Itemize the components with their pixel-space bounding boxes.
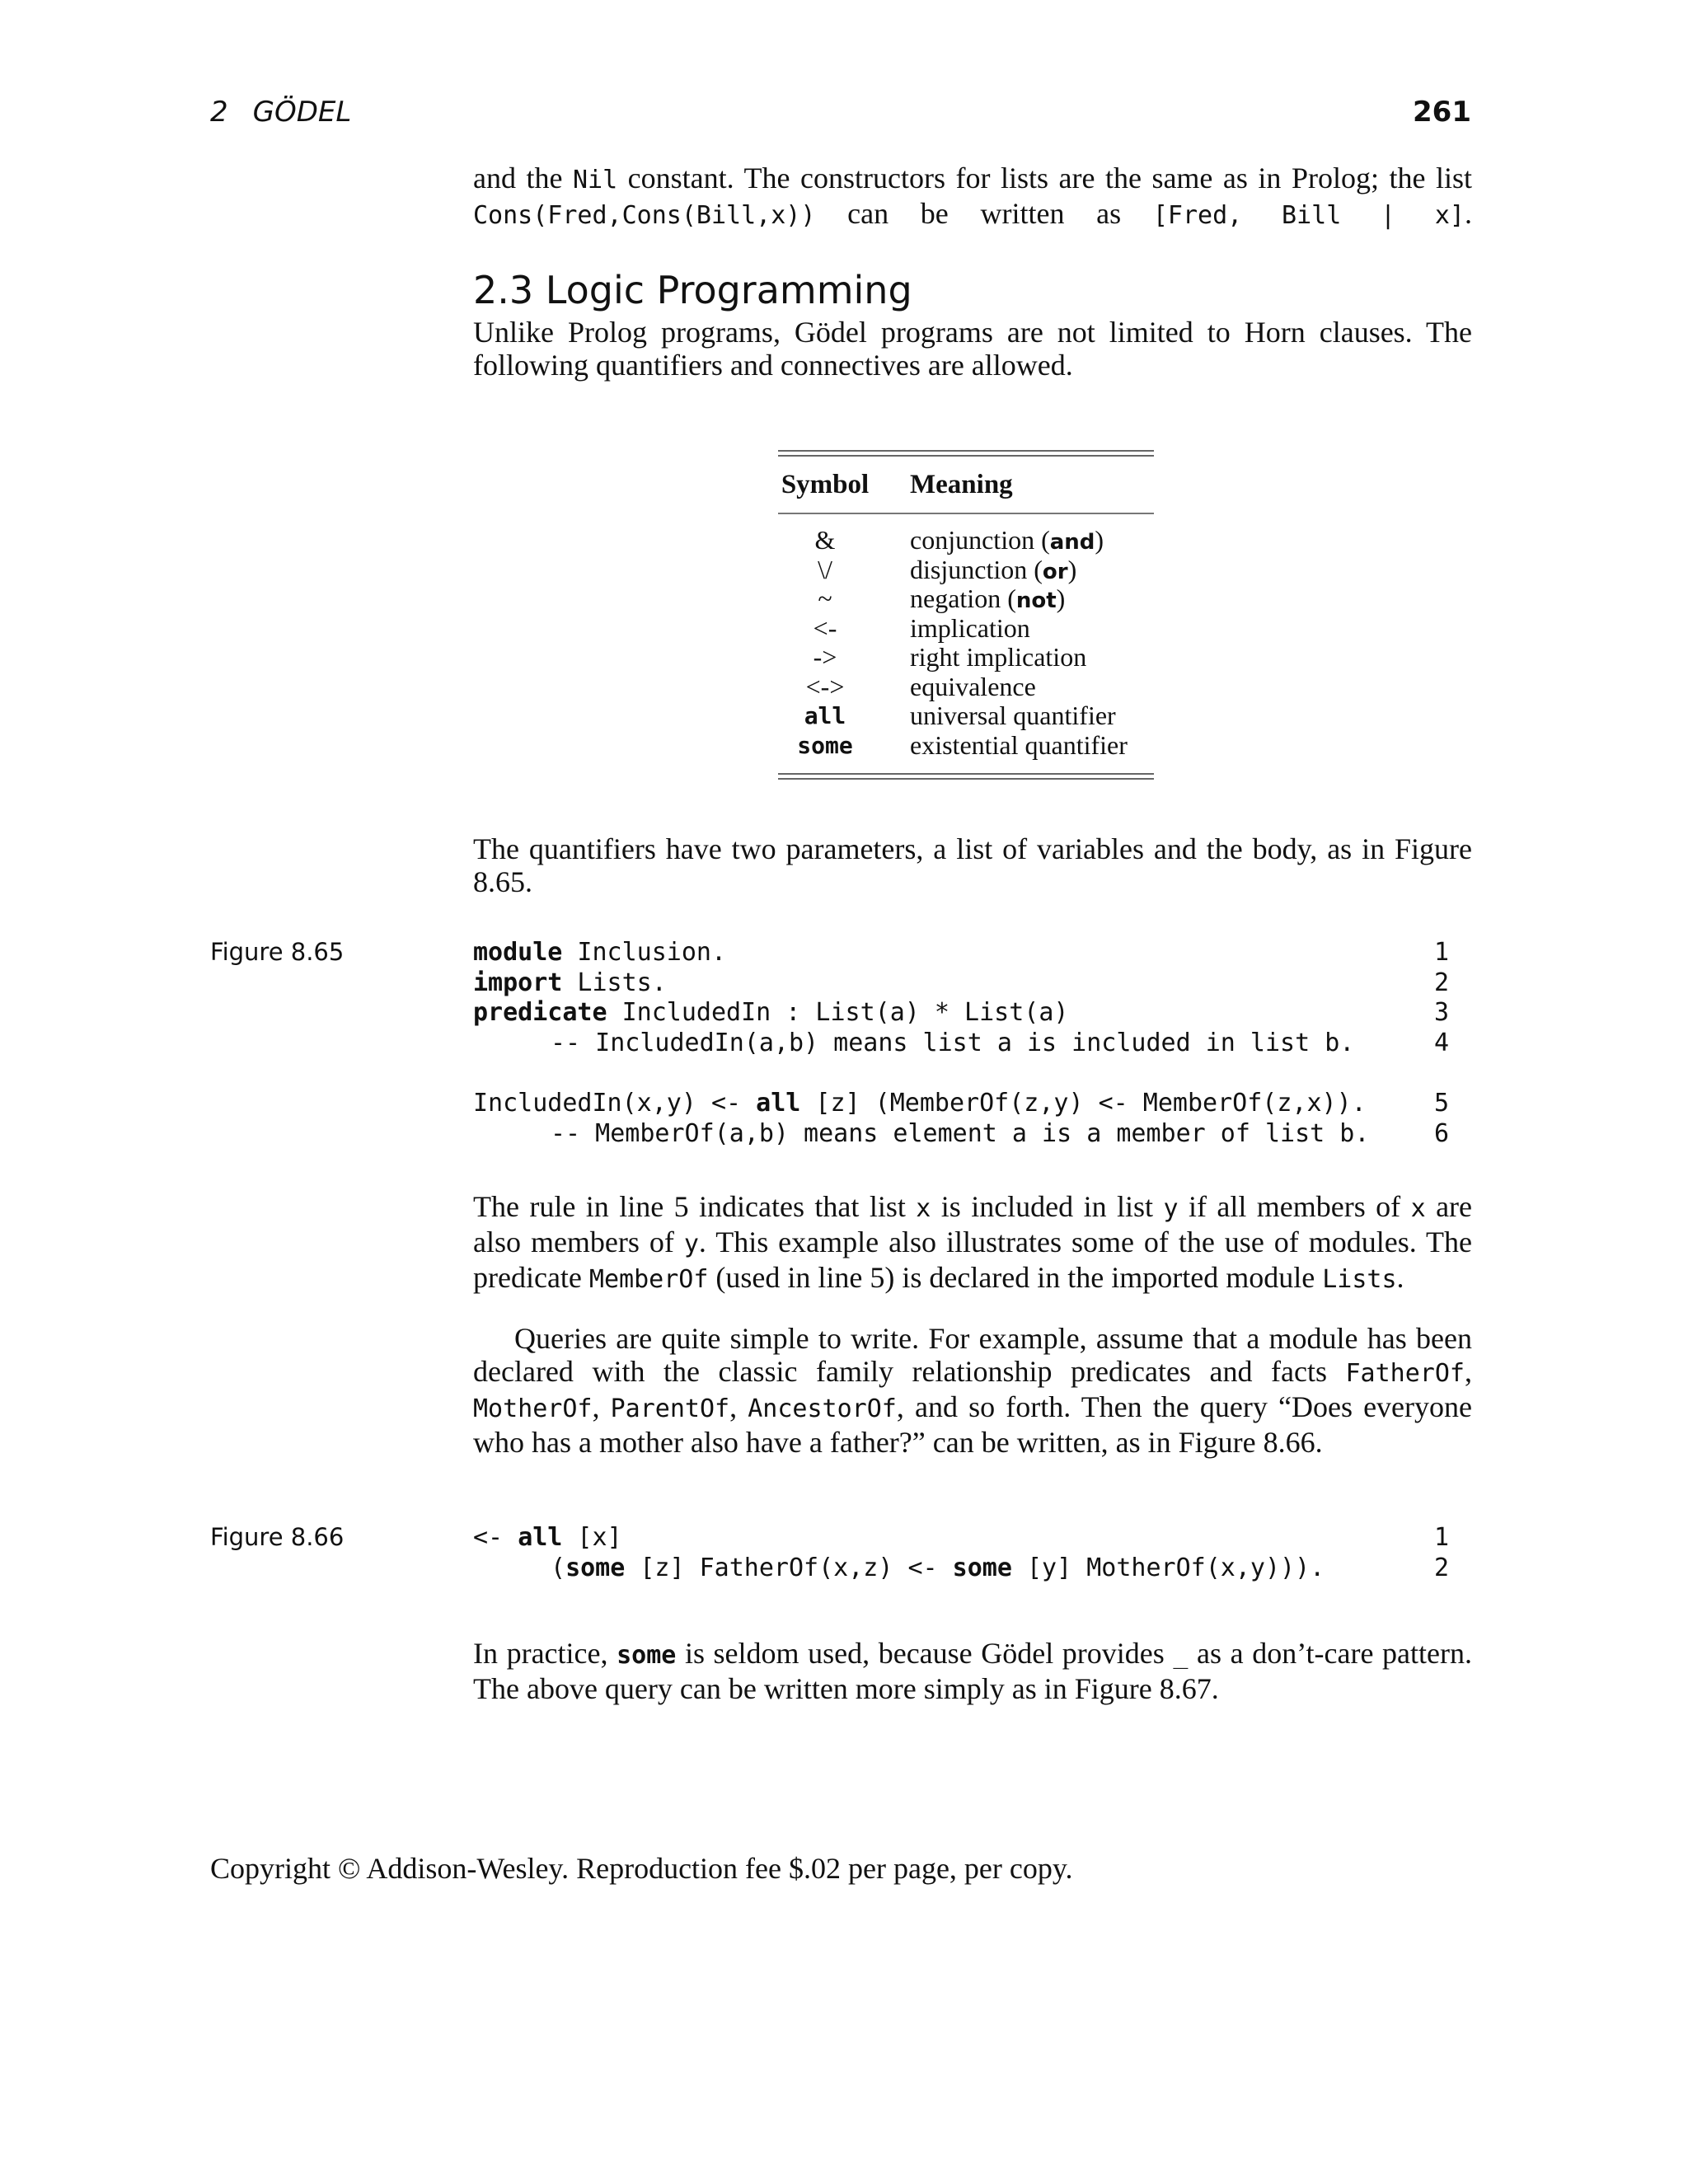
line-number: 4 xyxy=(1433,1028,1449,1057)
text: can be written as xyxy=(815,197,1153,230)
meaning-cell xyxy=(872,583,1065,614)
meaning-cell: universal quantifier xyxy=(910,701,1116,731)
line-number: 1 xyxy=(1433,938,1449,967)
code-var: x xyxy=(1410,1194,1426,1223)
code-text: Inclusion. xyxy=(562,938,727,967)
meaning-keyword: and xyxy=(1049,530,1095,555)
meaning-cell: right implication xyxy=(910,642,1087,673)
text: . xyxy=(1396,1261,1404,1294)
text: . This example also illustrates some of the use of modules. The predicate xyxy=(473,1226,1472,1294)
code-nil: Nil xyxy=(572,166,618,194)
table-row xyxy=(778,584,1154,614)
text: and the xyxy=(473,162,573,194)
meaning-close: ) xyxy=(1056,583,1066,614)
meaning-text: conjunction ( xyxy=(910,525,1050,555)
code-line xyxy=(473,1089,1462,1119)
meaning-text: negation ( xyxy=(910,583,1016,614)
text: (used in line 5) is declared in the imported module xyxy=(708,1261,1323,1294)
code-text: [z] (MemberOf(z,y) <- MemberOf(z,x)). xyxy=(800,1088,1367,1118)
meaning-close: ) xyxy=(1067,554,1077,584)
code-line xyxy=(473,1554,1462,1584)
code-text: ( xyxy=(551,1553,566,1582)
text: is included in list xyxy=(931,1190,1164,1223)
text: Queries are quite simple to write. For example, assume that a module has been declared with the classic family relationship predicates and facts xyxy=(473,1322,1472,1388)
code-keyword: all xyxy=(756,1088,801,1118)
code-blank-line xyxy=(473,1058,1462,1089)
rule-paragraph xyxy=(473,1190,1472,1296)
code-text: Lists. xyxy=(562,968,667,997)
code-line xyxy=(473,1523,1462,1554)
code-keyword: module xyxy=(473,938,563,967)
text: are also members of xyxy=(473,1190,1473,1258)
table-bottom-rule xyxy=(778,773,1154,780)
symbol-cell: <-> xyxy=(805,671,845,701)
code-text: <- xyxy=(473,1523,518,1552)
figure-label-8-66: Figure 8.66 xyxy=(210,1523,345,1551)
symbol-cell: \/ xyxy=(818,554,832,584)
code-var: y xyxy=(683,1230,699,1258)
code-figure-8-65 xyxy=(473,938,1462,1149)
code-text: [y] MotherOf(x,y))). xyxy=(1011,1553,1325,1582)
meaning-cell: existential quantifier xyxy=(910,729,1128,760)
code-keyword: all xyxy=(518,1523,563,1552)
line-number: 5 xyxy=(1433,1088,1449,1118)
section-heading: 2.3 Logic Programming xyxy=(473,268,912,312)
meaning-text: disjunction ( xyxy=(910,554,1043,584)
text: , and so forth. Then the query “Does everyone who has a mother also have a father?” can be written, as in Figure 8.66. xyxy=(473,1390,1472,1459)
code-text: IncludedIn(x,y) <- xyxy=(473,1088,757,1118)
table-header-row xyxy=(778,457,1154,513)
text: The rule in line 5 indicates that list xyxy=(473,1190,917,1223)
symbol-cell: some xyxy=(797,731,853,759)
table-row xyxy=(778,555,1154,585)
text: if all members of xyxy=(1178,1190,1411,1223)
meaning-cell xyxy=(872,555,1076,585)
text: . xyxy=(1465,197,1472,230)
code-comment: -- IncludedIn(a,b) means list a is included in list b. xyxy=(551,1028,1355,1057)
code-keyword: import xyxy=(473,968,563,997)
code-keyword: predicate xyxy=(473,998,607,1028)
figure-label-8-65: Figure 8.65 xyxy=(210,938,345,966)
table-row xyxy=(778,614,1154,644)
line-number: 2 xyxy=(1433,1553,1449,1582)
meaning-close: ) xyxy=(1095,525,1104,555)
code-predicate: ParentOf xyxy=(610,1394,730,1423)
code-keyword: some xyxy=(952,1553,1012,1582)
code-line xyxy=(473,1029,1462,1059)
code-line xyxy=(473,998,1462,1029)
running-header-chapter xyxy=(210,96,351,129)
copyright-footer: Copyright © Addison-Wesley. Reproduction fee $.02 per page, per copy. xyxy=(210,1852,1073,1885)
code-text: [z] FatherOf(x,z) <- xyxy=(625,1553,953,1582)
section-intro-paragraph: Unlike Prolog programs, Gödel programs are not limited to Horn clauses. The following quantifiers and connectives are allowed. xyxy=(473,316,1472,382)
practice-paragraph xyxy=(473,1637,1472,1705)
meaning-keyword: not xyxy=(1015,588,1057,614)
text: In practice, xyxy=(473,1637,617,1670)
code-var: y xyxy=(1163,1194,1179,1223)
code-keyword: some xyxy=(565,1553,626,1582)
code-line xyxy=(473,1119,1462,1150)
table-row xyxy=(778,673,1154,702)
table-body xyxy=(778,514,1154,773)
chapter-title: GÖDEL xyxy=(252,96,352,129)
text: , xyxy=(729,1390,748,1423)
code-dont-care: _ xyxy=(1173,1641,1189,1670)
text: as a don’t-care pattern. The above query can be written more simply as in Figure 8.67. xyxy=(473,1637,1473,1705)
table-top-rule xyxy=(778,450,1154,457)
text: , xyxy=(1465,1355,1472,1388)
symbol-cell: ~ xyxy=(818,583,832,614)
code-predicate: FatherOf xyxy=(1345,1359,1465,1388)
intro-paragraph xyxy=(473,162,1472,232)
symbol-table xyxy=(778,450,1154,780)
code-list: [Fred, Bill | x] xyxy=(1152,201,1465,230)
code-line xyxy=(473,968,1462,999)
symbol-cell: all xyxy=(804,702,846,730)
line-number: 6 xyxy=(1433,1118,1449,1148)
header-meaning: Meaning xyxy=(910,469,1013,499)
code-comment: -- MemberOf(a,b) means element a is a member of list b. xyxy=(551,1118,1370,1148)
text: is seldom used, because Gödel provides xyxy=(676,1637,1174,1670)
code-figure-8-66 xyxy=(473,1523,1462,1583)
code-var: x xyxy=(916,1194,931,1223)
symbol-cell: & xyxy=(814,525,836,555)
code-predicate: MemberOf xyxy=(588,1265,709,1294)
code-keyword: some xyxy=(617,1641,677,1670)
header-symbol: Symbol xyxy=(781,469,870,499)
quantifiers-paragraph: The quantifiers have two parameters, a list of variables and the body, as in Figure 8.65. xyxy=(473,832,1472,898)
chapter-number: 2 xyxy=(210,96,228,129)
code-line xyxy=(473,938,1462,968)
code-predicate: AncestorOf xyxy=(748,1394,897,1423)
queries-paragraph xyxy=(473,1322,1472,1459)
table-row xyxy=(778,731,1154,761)
text: constant. The constructors for lists are the same as in Prolog; the list xyxy=(617,162,1472,194)
code-text: IncludedIn : List(a) * List(a) xyxy=(607,998,1069,1028)
code-cons: Cons(Fred,Cons(Bill,x)) xyxy=(473,201,816,230)
meaning-cell: equivalence xyxy=(910,671,1036,701)
meaning-cell xyxy=(872,525,1104,555)
meaning-cell: implication xyxy=(910,612,1030,643)
table-row xyxy=(778,643,1154,673)
line-number: 2 xyxy=(1433,968,1449,997)
meaning-keyword: or xyxy=(1042,559,1068,584)
code-text: [x] xyxy=(562,1523,622,1552)
symbol-cell: -> xyxy=(813,642,837,673)
line-number: 3 xyxy=(1433,998,1449,1028)
symbol-cell: <- xyxy=(813,612,837,643)
line-number: 1 xyxy=(1433,1523,1449,1552)
page-number: 261 xyxy=(1413,96,1471,129)
code-predicate: MotherOf xyxy=(473,1394,593,1423)
table-row xyxy=(778,526,1154,555)
text: , xyxy=(592,1390,611,1423)
table-row xyxy=(778,701,1154,731)
code-module: Lists xyxy=(1322,1265,1397,1294)
